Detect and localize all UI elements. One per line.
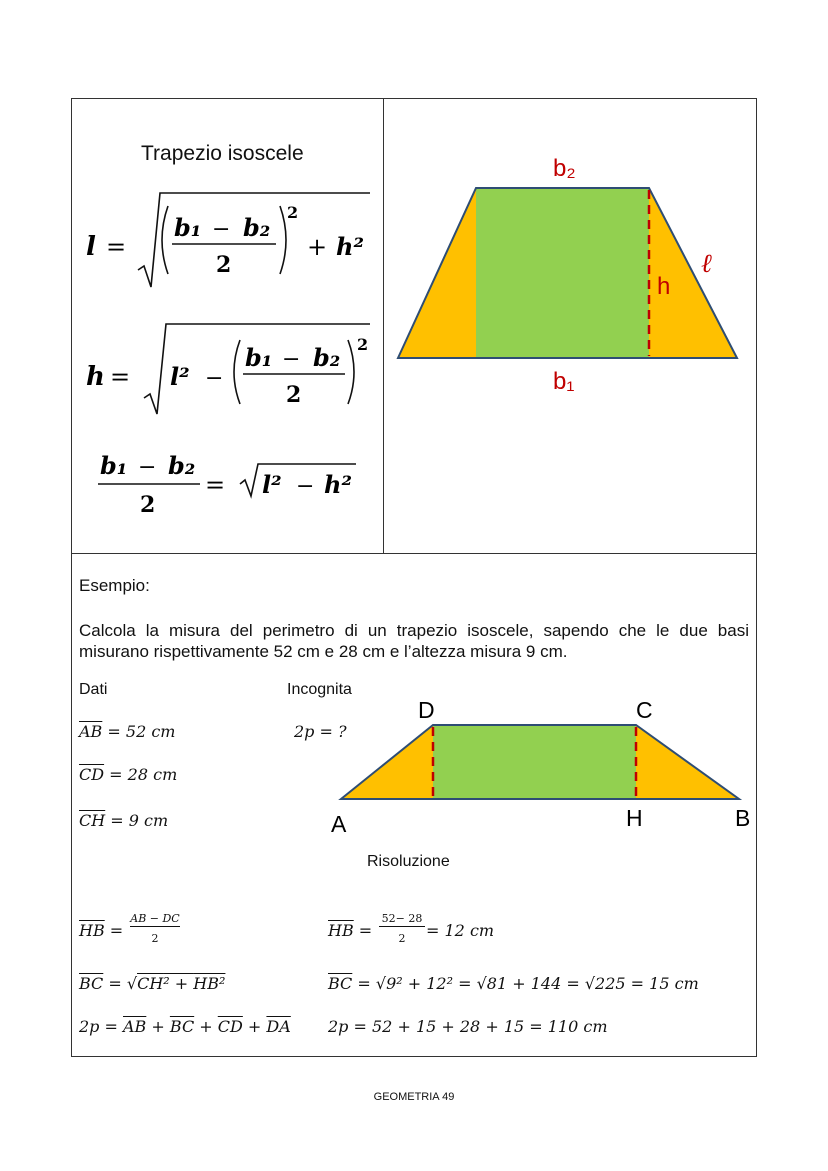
vertex-D: D	[418, 697, 435, 723]
page-footer: GEOMETRIA 49	[373, 1091, 455, 1103]
perimeter-values: 2p = 52 + 15 + 28 + 15 = 110 cm	[328, 1017, 608, 1036]
perim-ab: $\overline{AB}$	[123, 1017, 147, 1036]
hb-formula-numerator: AB − DC	[130, 912, 180, 925]
bc-formula: $\overline{BC} = √CH^2 + HB^2$	[79, 974, 226, 993]
formula-half-difference	[98, 451, 356, 518]
dati-cd	[79, 765, 177, 784]
formula3-l2: l²	[262, 470, 282, 499]
bc-values: $\overline{BC} = √9^2 + 12^2 = √81 + 144 = √225 = 15$ cm	[328, 974, 699, 993]
trapezoid-figure	[398, 155, 737, 395]
dati-label: Dati	[79, 681, 108, 698]
segment-bc-2: $\overline{BC}$	[328, 974, 353, 993]
dati-ch-value: = 9 cm	[105, 811, 169, 830]
perim-bc: $\overline{BC}$	[169, 1017, 195, 1036]
segment-ab: $\overline{AB}$	[79, 722, 103, 741]
vertex-H: H	[626, 805, 643, 831]
perimeter-lhs: 2p =	[79, 1017, 123, 1036]
perim-da: $\overline{DA}$	[266, 1017, 291, 1036]
formula2-l2: l²	[170, 362, 190, 391]
formula3-denominator: 2	[140, 492, 156, 518]
dati-ab	[79, 722, 175, 741]
formula2-paren-right	[348, 340, 354, 404]
hb-values-result: = 12 cm	[426, 921, 495, 940]
formula1-paren-right	[280, 206, 286, 274]
segment-bc: $\overline{BC}$	[79, 974, 104, 993]
formula-height	[86, 324, 370, 414]
center-rectangle	[476, 188, 649, 358]
formula3-b2: b₂	[168, 451, 196, 480]
formula1-lhs: l	[86, 232, 96, 262]
formula3-h2: h²	[324, 470, 352, 499]
example-center-rectangle	[433, 725, 636, 799]
formula3-minus: −	[138, 455, 157, 480]
formula2-minus: −	[205, 366, 224, 391]
hb-formula-denominator: 2	[151, 932, 159, 945]
bc-values-text: √9² + 12² = √81 + 144 = √225 = 15 cm	[375, 974, 699, 993]
incognita-value: 2p = ?	[294, 722, 347, 741]
hb-values-numerator: 52− 28	[379, 912, 425, 927]
label-b2: b₂	[553, 155, 576, 182]
vertex-A: A	[331, 811, 347, 837]
formula2-paren-left	[234, 340, 240, 404]
formula1-h2: h²	[336, 232, 364, 261]
segment-ch-sq: CH	[137, 974, 164, 993]
segment-hb: $\overline{HB}$	[79, 921, 105, 940]
hb-values-lhs: $\overline{HB}$ =	[328, 921, 373, 940]
perimeter-formula: $2p = \overline{AB} + \overline{BC} + \overline{CD} + \overline{DA}$	[79, 1017, 291, 1036]
formula1-minus: −	[212, 217, 231, 242]
formula2-minus-inner: −	[282, 347, 301, 372]
formula-leg	[86, 193, 370, 287]
segment-hb-2: $\overline{HB}$	[328, 921, 354, 940]
formula2-b2: b₂	[313, 343, 341, 372]
label-l: ℓ	[701, 249, 712, 279]
dati-ch	[79, 811, 168, 830]
formula3-b1: b₁	[100, 451, 128, 480]
formula1-denominator: 2	[216, 252, 232, 278]
hb-values-denominator: 2	[398, 932, 406, 945]
formula2-equals: =	[110, 363, 131, 391]
dati-ab-value: = 52 cm	[102, 722, 176, 741]
formula1-b1: b₁	[174, 213, 202, 242]
example-trapezoid	[331, 697, 750, 837]
dati-cd-value: = 28 cm	[104, 765, 178, 784]
problem-statement: Calcola la misura del perimetro di un trapezio isoscele, sapendo che le due basi misurano rispettivamente 52 cm e 28 cm e l’altezza misura 9 cm.	[79, 621, 749, 661]
formula1-equals: =	[106, 233, 127, 261]
segment-cd: $\overline{CD}$	[79, 765, 105, 784]
label-h: h	[657, 273, 671, 300]
incognita-label: Incognita	[287, 681, 352, 698]
vertex-C: C	[636, 697, 653, 723]
formula1-paren-left	[162, 206, 168, 274]
hb-formula-lhs: $\overline{HB}$ =	[79, 921, 124, 940]
example-heading: Esempio:	[79, 576, 150, 595]
formula2-exponent: 2	[357, 335, 369, 354]
perim-cd: $\overline{CD}$	[217, 1017, 243, 1036]
risoluzione-label: Risoluzione	[367, 853, 450, 870]
vertex-B: B	[735, 805, 751, 831]
formula1-b2: b₂	[243, 213, 271, 242]
label-b1: b₁	[553, 368, 575, 395]
formula1-plus: +	[307, 233, 328, 261]
formula3-equals: =	[205, 471, 226, 499]
page-title: Trapezio isoscele	[141, 142, 304, 165]
formula2-denominator: 2	[286, 382, 302, 408]
formula2-b1: b₁	[245, 343, 273, 372]
segment-ch: $\overline{CH}$	[79, 811, 106, 830]
formula2-lhs: h	[86, 362, 105, 392]
segment-hb-sq: HB	[193, 974, 219, 993]
formula3-minus-inner: −	[296, 474, 315, 499]
formula1-exponent: 2	[287, 203, 299, 222]
